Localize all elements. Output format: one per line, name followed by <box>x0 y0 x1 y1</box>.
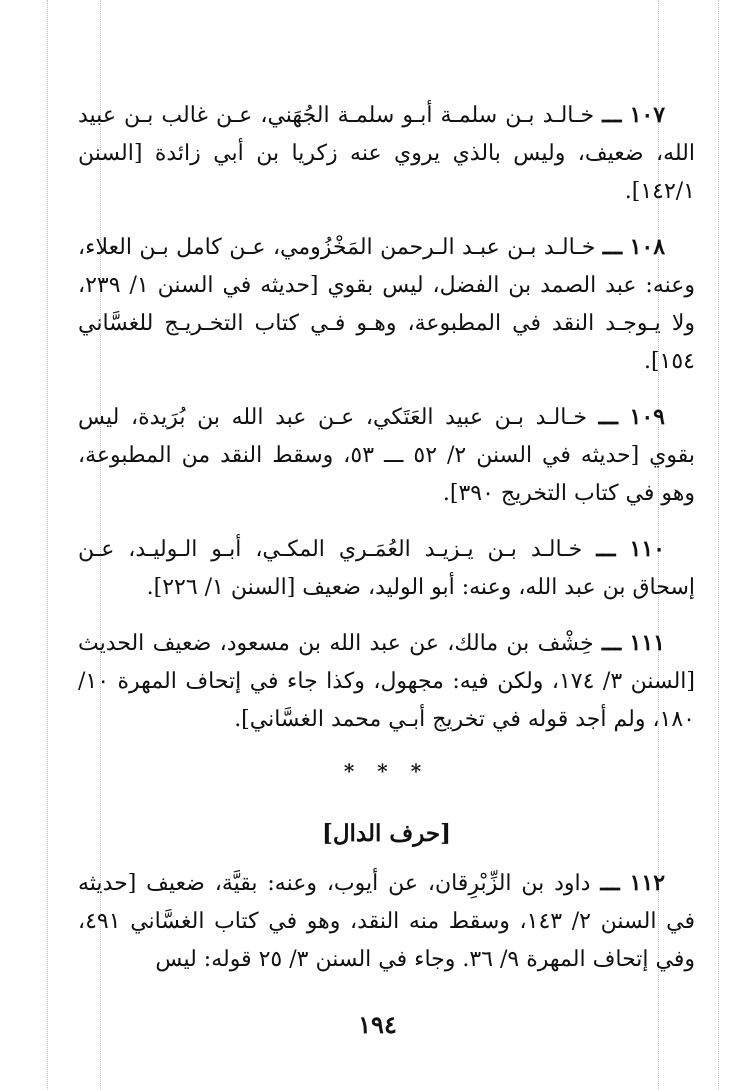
entry-dash: ـــ <box>602 102 622 128</box>
page-body <box>78 96 695 996</box>
entry-number: ١١٠ <box>629 536 665 562</box>
entry-text: خـالـد بـن يـزيـد العُمَـري المكـي، أبـو الـوليـد، عـن إسحاق بن عبد الله، وعنه: أبو الوليد، ضعيف [السنن ١/ ٢٢٦]. <box>78 537 695 600</box>
entry-text: خـالـد بـن عبـد الـرحمن المَخْزُومي، عـن كامل بـن العلاء، وعنه: عبد الصمد بن الفضل، ليس بقوي [حديثه في السنن ١/ ٢٣٩، ولا يـوجـد النقد في المطبوعة، وهـو فـي كتاب التخـريـج للغسَّاني ١٥٤]. <box>78 235 696 374</box>
entry-number: ١١٢ <box>629 870 666 896</box>
entry-dash: ـــ <box>598 404 618 430</box>
section-heading: [حرف الدال] <box>321 820 452 847</box>
entry-text: خـالـد بـن عبيد العَتَكي، عـن عبد الله بن بُرَيدة، ليس بقوي [حديثه في السنن ٢/ ٥٢ ـــ ٥٣، وسقط النقد من المطبوعة، وهو في كتاب التخريج ٣٩٠]. <box>78 405 696 506</box>
section-separator: * * * <box>343 759 430 783</box>
margin-guide-line <box>47 0 48 1090</box>
entry-number: ١٠٨ <box>629 234 666 260</box>
entry-number: ١٠٧ <box>629 102 666 128</box>
entry-text: داود بن الزِّبْرِقان، عن أيوب، وعنه: بقيَّة، ضعيف [حديثه في السنن ٢/ ١٤٣، وسقط منه النقد، وهو في كتاب الغسَّاني ٤٩١، وفي إتحاف المهرة ٩/ ٣٦. وجاء في السنن ٣/ ٢٥ قوله: ليس <box>78 871 695 972</box>
entry-text: خِشْف بن مالك، عن عبد الله بن مسعود، ضعيف الحديث [السنن ٣/ ١٧٤، ولكن فيه: مجهول، وكذا جاء في إتحاف المهرة ١٠/ ١٨٠، ولم أجد قوله في تخريج أبـي محمد الغسَّاني]. <box>78 631 696 732</box>
entry-107 <box>78 96 695 211</box>
entry-108 <box>78 228 695 381</box>
entry-112 <box>78 864 695 979</box>
entry-number: ١٠٩ <box>629 404 665 430</box>
page-number: ١٩٤ <box>358 1010 397 1039</box>
entry-number: ١١١ <box>629 630 665 656</box>
entry-dash: ـــ <box>602 234 623 260</box>
entry-111 <box>78 624 695 739</box>
entry-text: خـالـد بـن سلمـة أبـو سلمـة الجُهَني، عـن غالب بـن عبيد الله، ضعيف، وليس بالذي يروي عنه زكريا بن أبي زائدة [السنن ١٤٢/١]. <box>78 103 695 204</box>
margin-guide-line <box>718 0 719 1090</box>
entry-110 <box>78 530 695 607</box>
entry-109 <box>78 398 695 513</box>
entry-dash: ـــ <box>601 630 622 656</box>
entry-dash: ـــ <box>596 536 616 562</box>
entry-dash: ـــ <box>600 870 620 896</box>
